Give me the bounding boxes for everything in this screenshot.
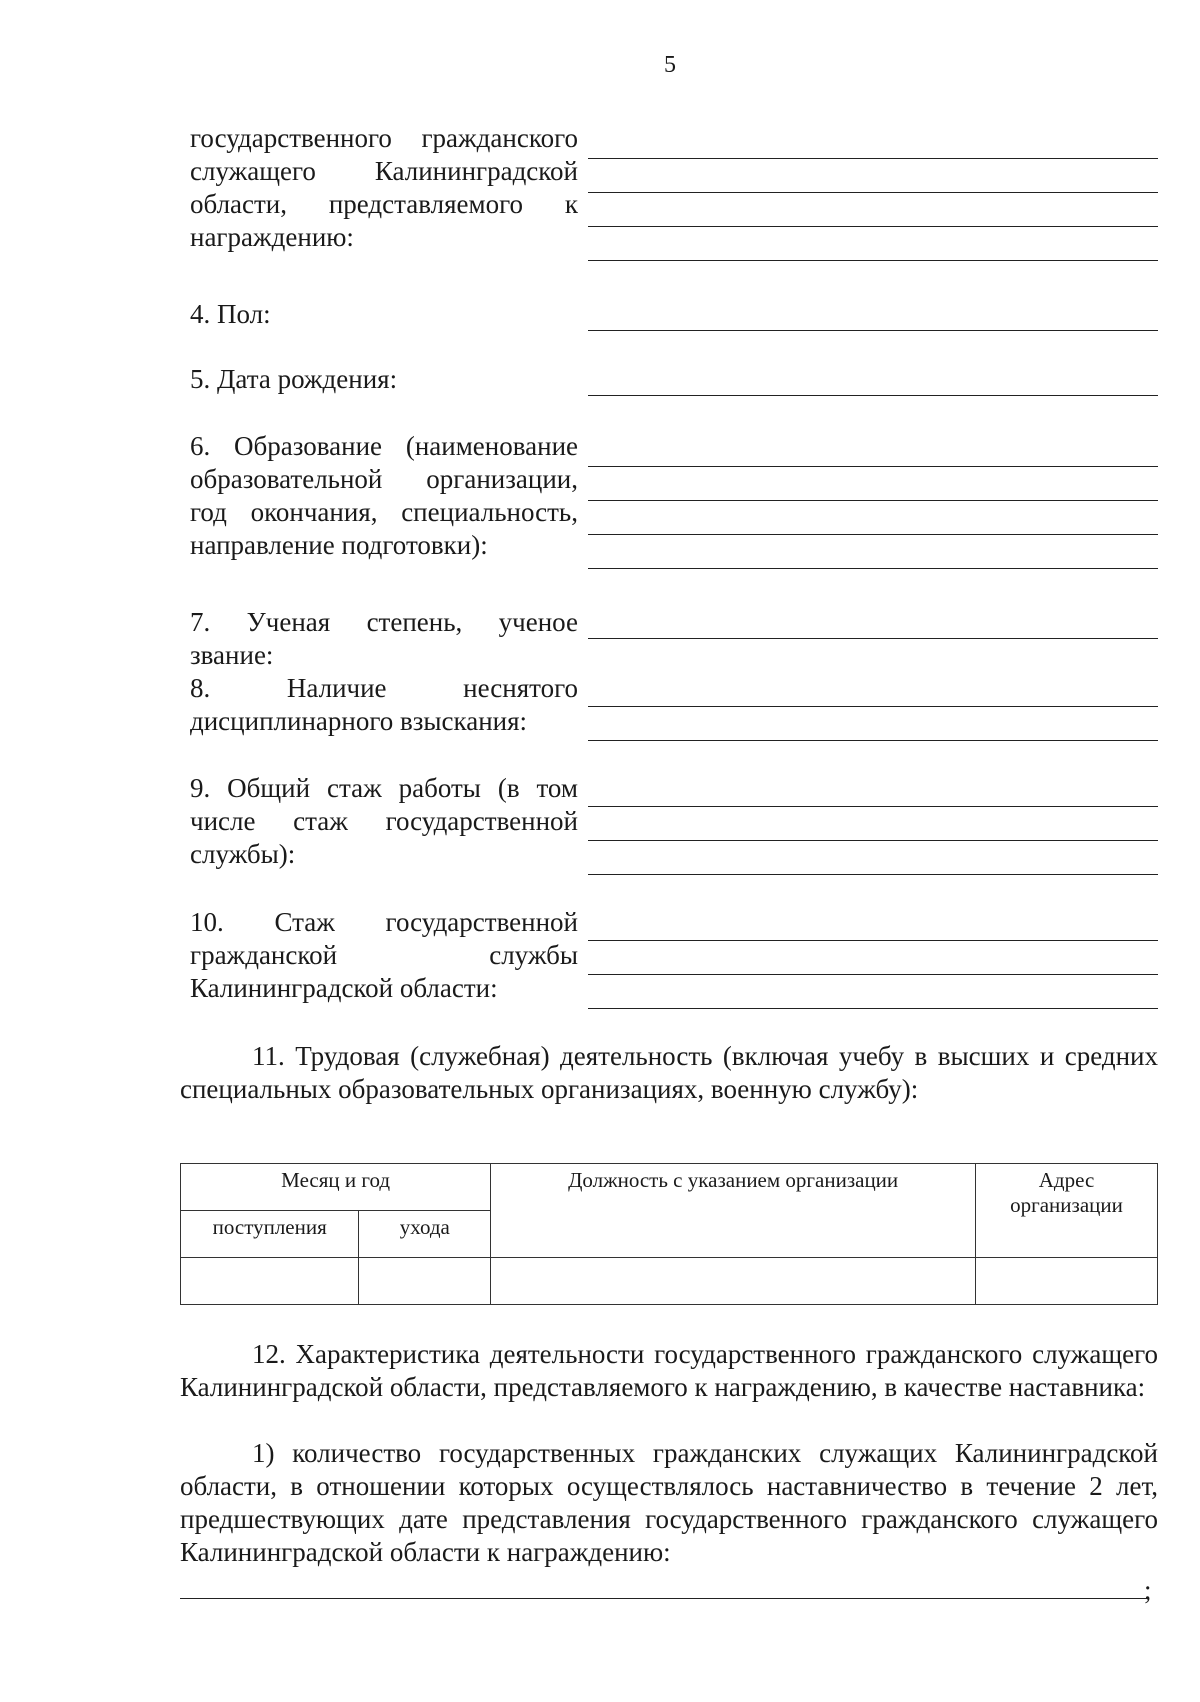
fill-line[interactable] xyxy=(588,534,1158,535)
fill-line[interactable] xyxy=(588,940,1158,941)
fill-line[interactable] xyxy=(588,740,1158,741)
field-birth-date-label: 5. Дата рождения: xyxy=(190,364,398,394)
cell-position[interactable] xyxy=(491,1258,976,1305)
fill-line[interactable] xyxy=(588,1008,1158,1009)
section-12-item-1 xyxy=(180,1437,1158,1569)
fill-line[interactable] xyxy=(588,840,1158,841)
fill-line[interactable] xyxy=(588,806,1158,807)
field-gender-label: 4. Пол: xyxy=(190,299,271,329)
cell-start[interactable] xyxy=(181,1258,359,1305)
col-address: Адрес организации xyxy=(976,1164,1158,1258)
fill-line[interactable] xyxy=(588,192,1158,193)
section-11-body: 11. Трудовая (служебная) деятельность (включая учебу в высших и средних специальных образовательных организациях, военную службу): xyxy=(180,1041,1158,1104)
col-start: поступления xyxy=(181,1211,359,1258)
field-name-label: государственного гражданского служащего Калининградской области, представляемого к награждению: xyxy=(190,123,578,252)
fill-line[interactable] xyxy=(588,260,1158,261)
fill-line[interactable] xyxy=(588,226,1158,227)
fill-line[interactable] xyxy=(588,500,1158,501)
fill-line[interactable] xyxy=(588,706,1158,707)
field-education-label: 6. Образование (наименование образовательной организации, год окончания, специальность, направление подготовки): xyxy=(190,431,578,560)
line-end-mark: ; xyxy=(1144,1575,1152,1605)
answer-line[interactable] xyxy=(180,1598,1148,1599)
fill-line[interactable] xyxy=(588,638,1158,639)
field-total-experience-label: 9. Общий стаж работы (в том числе стаж государственной службы): xyxy=(190,773,578,869)
table-row xyxy=(181,1258,1158,1305)
page-number: 5 xyxy=(664,52,676,78)
section-12-intro-text: 12. Характеристика деятельности государственного гражданского служащего Калининградской области, представляемого к награждению, в качестве наставника: xyxy=(180,1339,1158,1402)
fill-line[interactable] xyxy=(588,158,1158,159)
fill-line[interactable] xyxy=(588,395,1158,396)
section-12-item-1-text: 1) количество государственных гражданских служащих Калининградской области, в отношении которых осуществлялось наставничество в течение 2 лет, предшествующих дате представления государственного гражданского служащего Калининградской области к награждению: xyxy=(180,1438,1158,1567)
field-discipline-label: 8. Наличие неснятого дисциплинарного взыскания: xyxy=(190,673,578,736)
col-end: ухода xyxy=(359,1211,491,1258)
work-history-table xyxy=(180,1163,1158,1305)
cell-address[interactable] xyxy=(976,1258,1158,1305)
col-month-year: Месяц и год xyxy=(181,1164,491,1211)
fill-line[interactable] xyxy=(588,974,1158,975)
cell-end[interactable] xyxy=(359,1258,491,1305)
fill-line[interactable] xyxy=(588,874,1158,875)
fill-line[interactable] xyxy=(588,568,1158,569)
fill-line[interactable] xyxy=(588,466,1158,467)
section-11-text xyxy=(180,1040,1158,1106)
fill-line[interactable] xyxy=(588,330,1158,331)
section-12-intro xyxy=(180,1338,1158,1404)
field-civil-experience-label: 10. Стаж государственной гражданской службы Калининградской области: xyxy=(190,907,578,1003)
field-degree-label: 7. Ученая степень, ученое звание: xyxy=(190,607,578,670)
col-position: Должность с указанием организации xyxy=(491,1164,976,1258)
